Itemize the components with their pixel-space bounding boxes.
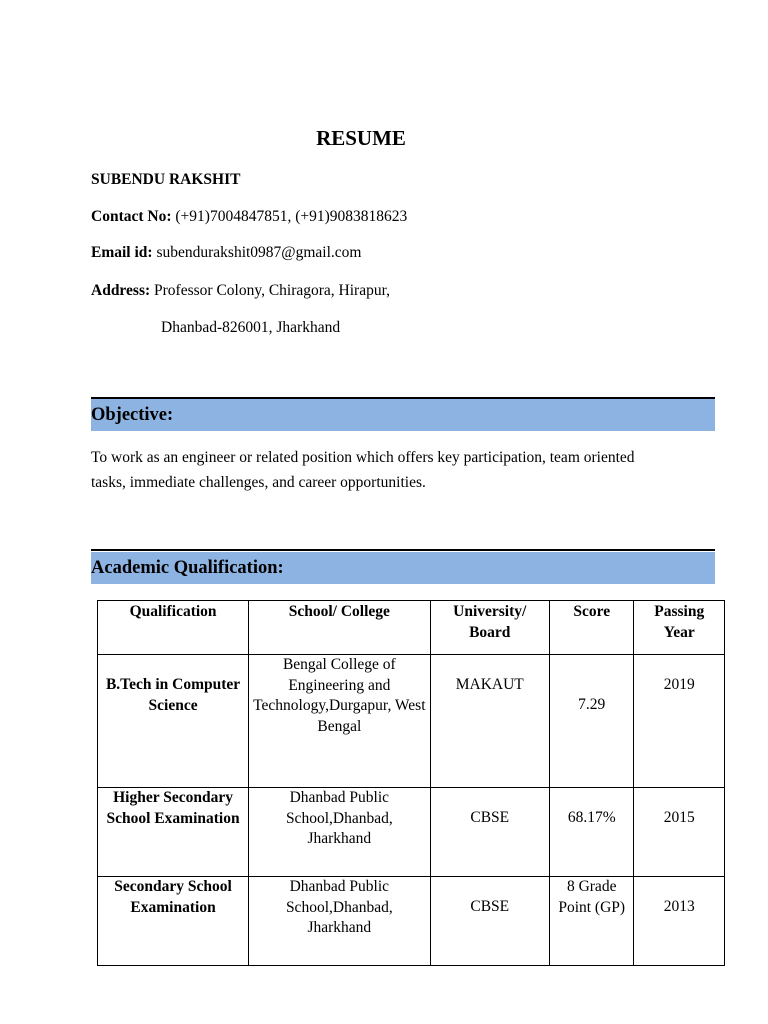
cell-qualification: Higher Secondary School Examination: [98, 788, 249, 877]
cell-qualification: Secondary School Examination: [98, 877, 249, 966]
address-label: Address:: [91, 282, 151, 299]
objective-text: To work as an engineer or related position which offers key participation, team oriented tasks, immediate challenges, and career opportunities.: [91, 449, 635, 491]
resume-title: RESUME: [316, 126, 406, 150]
candidate-name: SUBENDU RAKSHIT: [91, 171, 241, 188]
cell-score: 7.29: [549, 655, 634, 788]
header-score: Score: [549, 601, 634, 655]
cell-school: Dhanbad Public School,Dhanbad, Jharkhand: [249, 877, 430, 966]
cell-school: Bengal College of Engineering and Technology,Durgapur, West Bengal: [249, 655, 430, 788]
email-label: Email id:: [91, 244, 153, 261]
cell-board: CBSE: [430, 788, 549, 877]
email-line: [91, 244, 361, 262]
cell-year: 2015: [634, 788, 725, 877]
academic-table: [97, 600, 725, 966]
cell-score: 8 Grade Point (GP): [549, 877, 634, 966]
cell-year: 2013: [634, 877, 725, 966]
email-value: subendurakshit0987@gmail.com: [152, 244, 362, 261]
contact-value: (+91)7004847851, (+91)9083818623: [171, 208, 408, 225]
objective-heading: Objective:: [91, 405, 174, 425]
table-header-row: [98, 601, 725, 655]
address-line: [91, 282, 390, 300]
table-row: [98, 788, 725, 877]
address-line2: Dhanbad-826001, Jharkhand: [161, 319, 341, 336]
cell-score: 68.17%: [549, 788, 634, 877]
objective-heading-bar: [91, 399, 715, 431]
academic-heading: Academic Qualification:: [91, 558, 284, 578]
header-year: Passing Year: [634, 601, 725, 655]
header-school: School/ College: [249, 601, 430, 655]
cell-year: 2019: [634, 655, 725, 788]
contact-label: Contact No:: [91, 208, 172, 225]
cell-board: MAKAUT: [430, 655, 549, 788]
table-row: [98, 877, 725, 966]
header-qualification: Qualification: [98, 601, 249, 655]
academic-heading-bar: [91, 552, 715, 584]
cell-board: CBSE: [430, 877, 549, 966]
academic-divider: [91, 549, 715, 551]
cell-qualification: B.Tech in Computer Science: [98, 655, 249, 788]
contact-line: [91, 208, 407, 226]
cell-school: Dhanbad Public School,Dhanbad, Jharkhand: [249, 788, 430, 877]
address-line1: Professor Colony, Chiragora, Hirapur,: [150, 282, 391, 299]
table-row: [98, 655, 725, 788]
header-board: University/ Board: [430, 601, 549, 655]
